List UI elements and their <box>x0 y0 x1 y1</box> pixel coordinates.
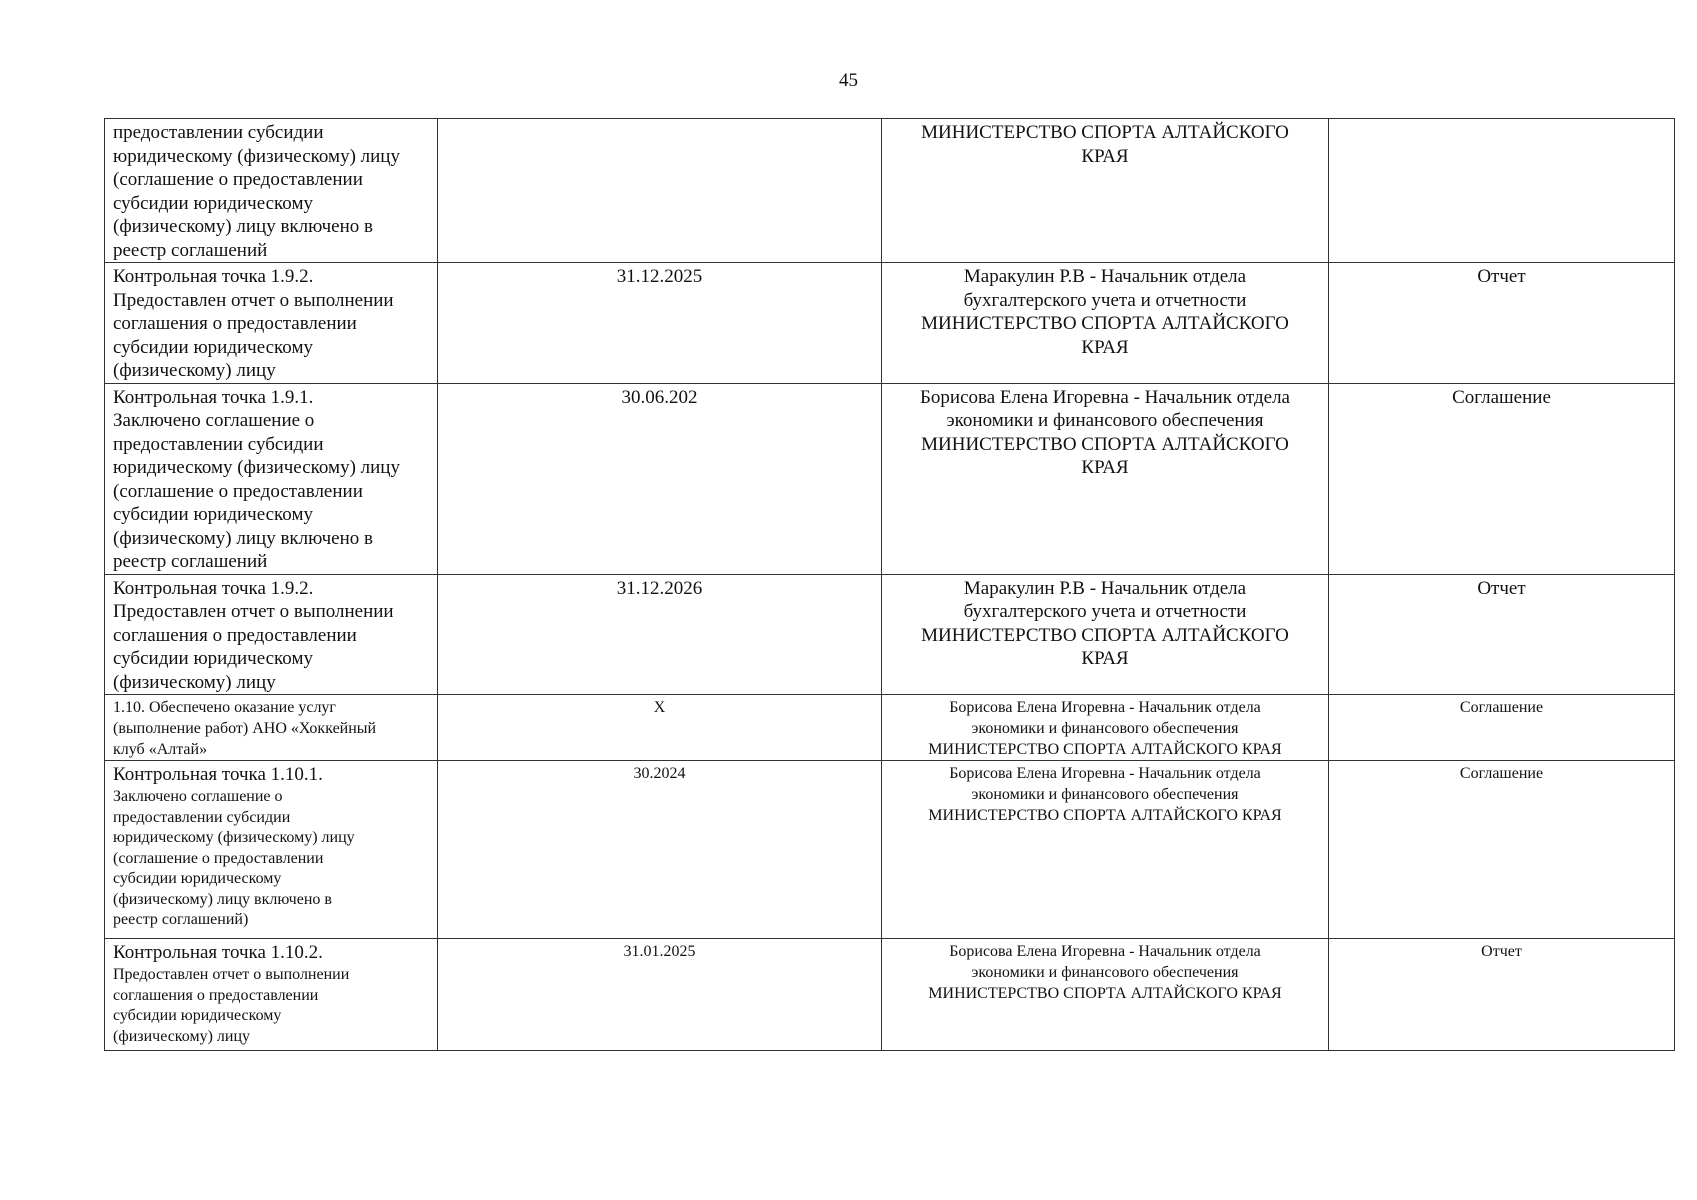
responsible-line: Борисова Елена Игоревна - Начальник отдела <box>949 943 1261 960</box>
description-line: юридическому (физическому) лицу <box>113 829 355 846</box>
description-line: (выполнение работ) АНО «Хоккейный <box>113 720 377 737</box>
date-cell: 30.06.202 <box>438 383 882 574</box>
control-points-table <box>104 118 1675 1051</box>
responsible-cell <box>882 939 1329 1051</box>
description-line: субсидии юридическому <box>113 504 313 525</box>
description-cell <box>105 761 438 939</box>
date-cell: 31.12.2025 <box>438 263 882 384</box>
table-row <box>105 119 1675 263</box>
responsible-line: МИНИСТЕРСТВО СПОРТА АЛТАЙСКОГО <box>921 433 1289 455</box>
description-line: Контрольная точка 1.9.1. <box>113 386 314 408</box>
table-row <box>105 574 1675 695</box>
document-type-cell: Соглашение <box>1329 761 1675 939</box>
responsible-line: экономики и финансового обеспечения <box>971 786 1239 803</box>
description-cell <box>105 939 438 1051</box>
description-line: предоставлении субсидии <box>113 122 324 143</box>
responsible-line: МИНИСТЕРСТВО СПОРТА АЛТАЙСКОГО <box>921 624 1289 646</box>
description-line: субсидии юридическому <box>113 336 313 358</box>
responsible-cell <box>882 574 1329 695</box>
description-cell <box>105 695 438 761</box>
responsible-line: Борисова Елена Игоревна - Начальник отдела <box>949 699 1261 716</box>
responsible-line: экономики и финансового обеспечения <box>946 410 1264 431</box>
description-line: Предоставлен отчет о выполнении <box>113 289 394 311</box>
description-line: реестр соглашений) <box>113 911 249 928</box>
description-line: (соглашение о предоставлении <box>113 849 324 867</box>
table-row <box>105 695 1675 761</box>
table-row <box>105 383 1675 574</box>
table-row <box>105 939 1675 1051</box>
control-point-title: Контрольная точка 1.10.1. <box>113 764 323 785</box>
description-line: соглашения о предоставлении <box>113 624 357 646</box>
description-line: реестр соглашений <box>113 551 268 572</box>
description-cell <box>105 574 438 695</box>
responsible-line: Борисова Елена Игоревна - Начальник отдела <box>949 765 1261 782</box>
responsible-line: Маракулин Р.В - Начальник отдела <box>963 577 1247 599</box>
responsible-line: КРАЯ <box>1081 648 1129 669</box>
document-type-cell: Соглашение <box>1329 695 1675 761</box>
responsible-line: МИНИСТЕРСТВО СПОРТА АЛТАЙСКОГО КРАЯ <box>928 985 1282 1002</box>
responsible-line: экономики и финансового обеспечения <box>971 720 1239 737</box>
description-line: соглашения о предоставлении <box>113 986 319 1004</box>
description-cell <box>105 263 438 384</box>
document-type-cell: Отчет <box>1329 574 1675 695</box>
description-line: юридическому (физическому) лицу <box>113 457 400 478</box>
responsible-line: бухгалтерского учета и отчетности <box>963 289 1247 311</box>
description-line: клуб «Алтай» <box>113 741 208 758</box>
control-point-title: Контрольная точка 1.10.2. <box>113 942 323 963</box>
description-line: предоставлении субсидии <box>113 808 291 826</box>
description-cell <box>105 383 438 574</box>
description-line: субсидии юридическому <box>113 648 313 669</box>
description-line: Предоставлен отчет о выполнении <box>113 966 350 983</box>
document-type-cell: Отчет <box>1329 939 1675 1051</box>
description-line: (физическому) лицу <box>113 360 276 381</box>
responsible-line: Борисова Елена Игоревна - Начальник отдела <box>920 386 1290 408</box>
date-cell: 31.01.2025 <box>438 939 882 1051</box>
document-type-cell: Отчет <box>1329 263 1675 384</box>
description-line: (физическому) лицу <box>113 671 276 693</box>
description-line: Предоставлен отчет о выполнении <box>113 601 394 622</box>
page-number: 45 <box>839 70 858 91</box>
responsible-line: МИНИСТЕРСТВО СПОРТА АЛТАЙСКОГО <box>921 122 1289 143</box>
responsible-line: МИНИСТЕРСТВО СПОРТА АЛТАЙСКОГО КРАЯ <box>928 741 1282 758</box>
responsible-line: экономики и финансового обеспечения <box>971 964 1239 981</box>
description-line: Заключено соглашение о <box>113 410 315 431</box>
responsible-line: КРАЯ <box>1081 336 1129 358</box>
description-line: (физическому) лицу включено в <box>113 216 373 237</box>
description-line: (физическому) лицу включено в <box>113 527 373 549</box>
description-line: юридическому (физическому) лицу <box>113 145 400 167</box>
description-line: (соглашение о предоставлении <box>113 169 363 190</box>
responsible-line: Маракулин Р.В - Начальник отдела <box>963 266 1247 287</box>
description-line: реестр соглашений <box>113 239 268 261</box>
description-line: соглашения о предоставлении <box>113 313 357 334</box>
description-line: Контрольная точка 1.9.2. <box>113 266 314 287</box>
table-row <box>105 263 1675 384</box>
description-line: (соглашение о предоставлении <box>113 480 363 502</box>
date-cell: 31.12.2026 <box>438 574 882 695</box>
responsible-line: МИНИСТЕРСТВО СПОРТА АЛТАЙСКОГО <box>921 313 1289 334</box>
description-line: субсидии юридическому <box>113 192 313 214</box>
responsible-cell <box>882 383 1329 574</box>
document-type-cell: Соглашение <box>1329 383 1675 574</box>
date-cell: X <box>438 695 882 761</box>
description-line: (физическому) лицу включено в <box>113 890 332 908</box>
description-line: Заключено соглашение о <box>113 788 283 805</box>
responsible-cell <box>882 263 1329 384</box>
description-line: (физическому) лицу <box>113 1027 251 1045</box>
document-type-cell <box>1329 119 1675 263</box>
responsible-line: бухгалтерского учета и отчетности <box>963 601 1247 622</box>
responsible-line: КРАЯ <box>1081 457 1129 478</box>
responsible-cell <box>882 695 1329 761</box>
description-line: субсидии юридическому <box>113 1007 282 1024</box>
responsible-line: КРАЯ <box>1081 145 1129 167</box>
responsible-line: МИНИСТЕРСТВО СПОРТА АЛТАЙСКОГО КРАЯ <box>928 807 1282 824</box>
description-line: предоставлении субсидии <box>113 433 324 455</box>
responsible-cell <box>882 761 1329 939</box>
description-line: субсидии юридическому <box>113 870 282 887</box>
responsible-cell <box>882 119 1329 263</box>
description-line: Контрольная точка 1.9.2. <box>113 577 314 599</box>
date-cell <box>438 119 882 263</box>
table-row <box>105 761 1675 939</box>
description-line: 1.10. Обеспечено оказание услуг <box>113 699 336 716</box>
description-cell <box>105 119 438 263</box>
date-cell: 30.2024 <box>438 761 882 939</box>
